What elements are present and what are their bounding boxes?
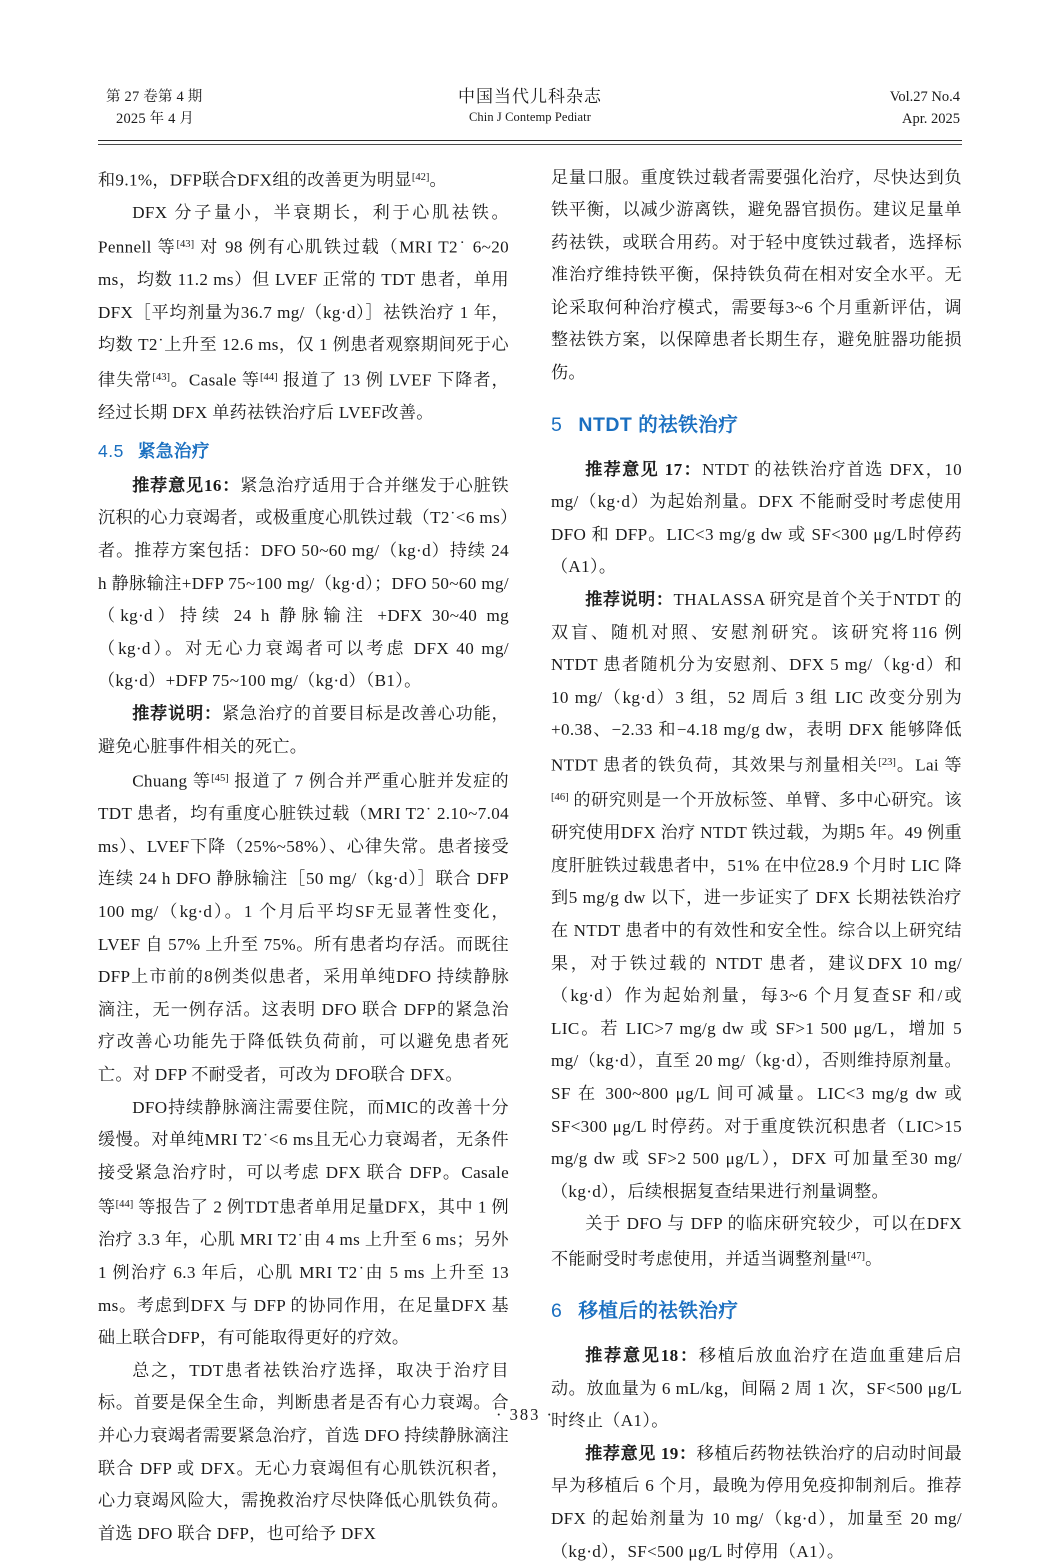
section-heading-6 [551,1296,962,1326]
running-head-right [890,86,960,131]
reference-marker: [45] [211,773,229,784]
paragraph [551,584,962,1208]
paragraph [551,1438,962,1568]
left-column [98,162,509,1568]
volume-issue-en: Vol.27 No.4 [890,86,960,108]
reference-marker: [44] [116,1199,134,1210]
paragraph [551,1208,962,1276]
recommendation-label: 推荐意见 17： [585,460,702,479]
paragraph-text: 报道了 7 例合并严重心脏并发症的TDT 患者，均有重度心脏铁过载（MRI T2˙ 2.10~7.04 ms）、LVEF下降（25%~58%）、心律失常。患者接受连续 24 h DFO 静脉输注［50 mg/（kg·d）］联合 DFP 100 mg/（kg·d）。1 个月后平均SF无显著性变化，LVEF 自 57% 上升至 75%。所有患者均存活。而既往DFP上市前的8例类似患者，采用单纯DFO 持续静脉滴注，无一例存活。这表明 DFO 联合 DFP的紧急治疗改善心功能先于降低铁负荷前，可以避免患者死亡。对 DFP 不耐受者，可改为 DFO联合 DFX。 [98,772,509,1084]
issue-date-en: Apr. 2025 [890,108,960,130]
section-title: 紧急治疗 [138,441,210,461]
reference-marker: [23] [878,757,896,768]
paragraph [98,470,509,698]
section-heading-4-5 [98,436,509,466]
section-heading-5 [551,410,962,440]
reference-marker: [46] [551,792,569,803]
reference-marker: [43] [176,239,194,250]
paragraph-text: 等报告了 2 例TDT患者单用足量DFX，其中 1 例治疗 3.3 年，心肌 MRI T2˙由 4 ms 上升至 6 ms；另外 1 例治疗 6.3 年后，心肌 MRI T2˙由 5 ms 上升至 13 ms。考虑到DFX 与 DFP 的协同作用，在足量DFX 基础上联合DFP，有可能取得更好的疗效。 [98,1198,509,1347]
reference-marker: [47] [847,1251,865,1262]
section-title: NTDT 的祛铁治疗 [578,414,738,436]
paragraph [98,698,509,763]
page-number: · 383 · [0,1405,1050,1425]
paragraph-text: 的研究则是一个开放标签、单臂、多中心研究。该研究使用DFX 治疗 NTDT 铁过载，为期5 年。49 例重度肝脏铁过载患者中，51% 在中位28.9 个月时 LIC 降到5 mg/g dw 以下，进一步证实了 DFX 长期祛铁治疗在 NTDT 患者中的有效性和安全性。综合以上研究结果，对于铁过载的 NTDT 患者，建议DFX 10 mg/（kg·d）作为起始剂量，每3~6 个月复查SF 和/或 LIC。若 LIC>7 mg/g dw 或 SF>1 500 μg/L，增加 5 mg/（kg·d），直至 20 mg/（kg·d），否则维持原剂量。SF 在 300~800 μg/L 间可减量。LIC<3 mg/g dw 或 SF<300 μg/L 时停药。对于重度铁沉积患者（LIC>15 mg/g dw 或 SF>2 500 μg/L），DFX 可加量至30 mg/（kg·d），后续根据复查结果进行剂量调整。 [551,791,962,1201]
paragraph-text-tail: 。 [865,1249,882,1268]
paragraph-text: 足量口服。重度铁过载者需要强化治疗，尽快达到负铁平衡，以减少游离铁，避免器官损伤。建议足量单药祛铁，或联合用药。对于轻中度铁过载者，选择标准治疗维持铁平衡，保持铁负荷在相对安全水平。无论采取何种治疗模式，需要每3~6 个月重新评估，调整祛铁方案，以保障患者长期生存，避免脏器功能损伤。 [551,168,962,383]
paragraph-text: 。Casale 等 [170,371,260,390]
paragraph-text: 紧急治疗适用于合并继发于心脏铁沉积的心力衰竭者，或极重度心肌铁过载（T2˙<6 ms）者。推荐方案包括：DFO 50~60 mg/（kg·d）持续 24 h 静脉输注+DFP 75~100 mg/（kg·d）；DFO 50~60 mg/（kg·d）持续 24 h 静脉输注 +DFX 30~40 mg（kg·d）。对无心力衰竭者可以考虑 DFX 40 mg/（kg·d）+DFP 75~100 mg/（kg·d）（B1）。 [98,476,509,691]
paragraph-text: 和9.1%，DFP联合DFX组的改善更为明显 [98,170,412,189]
recommendation-label: 推荐意见18： [585,1346,699,1365]
two-column-body [98,162,962,1568]
paragraph [551,162,962,390]
recommendation-label: 推荐说明： [132,704,222,723]
header-rule [98,140,962,145]
paragraph [98,1092,509,1355]
paragraph-text: 报道了 13 例 LVEF 下降者，经过长期 DFX 单药祛铁治疗后 LVEF改善。 [98,371,509,423]
reference-marker: [43] [152,372,170,383]
paragraph-text: 紧急治疗的首要目标是改善心功能，避免心脏事件相关的死亡。 [98,704,509,756]
recommendation-label: 推荐说明： [585,590,673,609]
paragraph [98,162,509,197]
volume-issue: 第 27 卷第 4 期 [106,86,202,108]
paragraph-text: 移植后药物祛铁治疗的启动时间最早为移植后 6 个月，最晚为停用免疫抑制剂后。推荐 DFX 的起始剂量为 10 mg/（kg·d），加量至 20 mg/（kg·d），SF<500 μg/L 时停用（A1）。 [551,1444,962,1561]
reference-marker: [42] [412,172,430,183]
paragraph [98,763,509,1091]
paragraph-text: 对 98 例有心肌铁过载（MRI T2˙ 6~20 ms，均数 11.2 ms）但 LVEF 正常的 TDT 患者，单用DFX［平均剂量为36.7 mg/（kg·d）］祛铁治疗 1 年，均数 T2˙上升至 12.6 ms，仅 1 例患者观察期间死于心律失常 [98,238,509,390]
paragraph-text: NTDT 的祛铁治疗首选 DFX，10 mg/（kg·d）为起始剂量。DFX 不能耐受时考虑使用DFO 和 DFP。LIC<3 mg/g dw 或 SF<300 μg/L时停药（A1）。 [551,460,962,577]
journal-title-en: Chin J Contemp Pediatr [98,109,962,127]
paragraph [98,1355,509,1551]
paragraph-text: DFO持续静脉滴注需要住院，而MIC的改善十分缓慢。对单纯MRI T2˙<6 ms且无心力衰竭者，无条件接受紧急治疗时，可以考虑 DFX 联合 DFP。Casale 等 [98,1098,509,1217]
section-number: 5 [551,414,562,436]
recommendation-label: 推荐意见 19： [585,1444,696,1463]
section-title: 移植后的祛铁治疗 [578,1300,738,1322]
journal-title-cn: 中国当代儿科杂志 [98,86,962,109]
paragraph-text-tail: 。 [429,170,446,189]
paragraph-text: DFX 分子量小，半衰期长，利于心肌祛铁。Pennell 等 [98,203,509,257]
recommendation-label: 推荐意见16： [132,476,240,495]
paragraph-text: 总之，TDT患者祛铁治疗选择，取决于治疗目标。首要是保全生命，判断患者是否有心力衰竭。合并心力衰竭者需要紧急治疗，首选 DFO 持续静脉滴注联合 DFP 或 DFX。无心力衰竭但有心肌铁沉积者，心力衰竭风险大，需挽救治疗尽快降低心肌铁负荷。首选 DFO 联合 DFP，也可给予 DFX [98,1361,509,1543]
paragraph [98,197,509,430]
paragraph-text: Chuang 等 [132,772,211,791]
section-number: 6 [551,1300,562,1322]
paragraph [551,454,962,584]
paragraph-text: THALASSA 研究是首个关于NTDT 的双盲、随机对照、安慰剂研究。该研究将116 例 NTDT 患者随机分为安慰剂、DFX 5 mg/（kg·d）和 10 mg/（kg·d）3 组，52 周后 3 组 LIC 改变分别为 +0.38、−2.33 和−4.18 mg/g dw，表明 DFX 能够降低 NTDT 患者的铁负荷，其效果与剂量相关 [551,590,962,774]
right-column [551,162,962,1568]
reference-marker: [44] [260,372,278,383]
paragraph-text: 移植后放血治疗在造血重建后启动。放血量为 6 mL/kg，间隔 2 周 1 次，SF<500 μg/L时终止（A1）。 [551,1346,962,1430]
section-number: 4.5 [98,441,124,461]
running-head [98,86,962,138]
running-head-center [98,86,962,126]
paragraph-text: 。Lai 等 [896,756,962,775]
paragraph-text: 关于 DFO 与 DFP 的临床研究较少，可以在DFX不能耐受时考虑使用，并适当调整剂量 [551,1214,962,1268]
issue-date-cn: 2025 年 4 月 [106,108,202,130]
